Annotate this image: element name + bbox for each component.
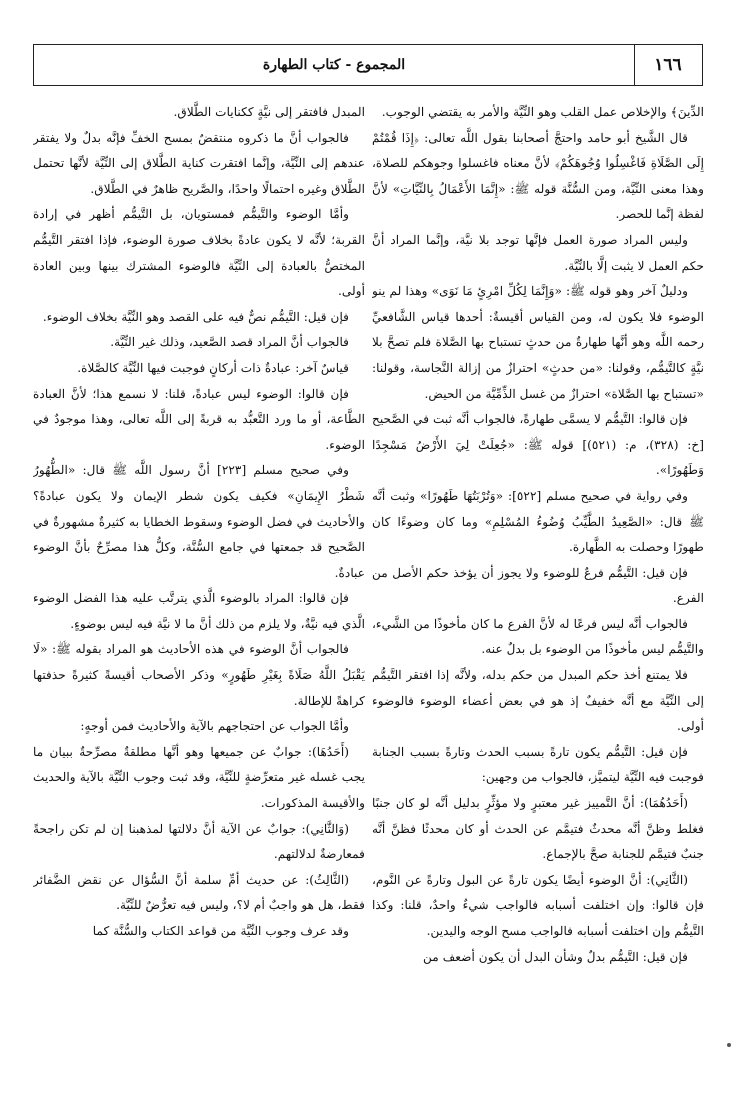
paragraph: فالجواب أنَّ المراد قصد الصَّعيد، وذلك غير النِّيَّة. [110,335,349,350]
paragraph: (وَالثَّانِي): جوابٌ عن الآية أنَّ دلالتها لمذهبنا إن لم تكن راجحةً فمعارضةٌ لدلالتهم. [33,821,365,862]
paragraph: فإن قيل: التَّيمُّم فرعٌ للوضوء ولا يجوز أن يؤخذ حكم الأصل من الفرع. [372,565,704,606]
paragraph: فإن قالوا: الوضوء ليس عبادةً، قلنا: لا نسمع هذا؛ لأنَّ العبادة الطَّاعة، أو ما ورد التَّعبُّد به قربةً إلى اللَّه تعالى، وهذا موجودٌ في الوضوء. [33,386,365,452]
page-header [33,44,703,86]
paragraph: وفي رواية في صحيح مسلم [٥٢٢]: «وَتُرْبَتُهَا طَهُورًا» وثبت أنَّه ﷺ قال: «الصَّعِيدُ الطَّيِّبُ وُضُوءُ المُسْلِمِ» وما كان وضوءًا كان طهورًا وحصلت به الطَّهارة. [372,488,704,555]
paragraph: وأمَّا الوضوء والتَّيمُّم فمستويان، بل التَّيمُّم أظهر في إرادة القربة؛ لأنَّه لا يكون عادةً بخلاف صورة الوضوء، فإذا افتقر التَّيمُّم المختصُّ بالعبادة إلى النِّيَّة فالوضوء المشترك بينها وبين العادة أولى. [33,207,365,299]
paragraph: فإن قيل: التَّيمُّم نصٌّ فيه على القصد وهو النِّيَّة بخلاف الوضوء. [42,309,349,324]
paragraph: ودليلٌ آخر وهو قوله ﷺ: «وَإِنَّمَا لِكُلِّ امْرِئٍ مَا نَوَى» وهذا لم ينو الوضوء فلا يكون له، ومن القياس أقيسةٌ: أحدها قياس الشَّافعيِّ رحمه اللَّه وهو أنَّها طهارةٌ من حدثٍ تستباح بها الصَّلاة فلم تصحَّ بلا نيَّةٍ كالتَّيمُّم، وقولنا: «من حدثٍ» احترازٌ من إزالة النَّجاسة، وقولنا: «تستباح بها الصَّلاة» احترازٌ من غسل الذِّمِّيَّة من الحيض. [372,284,704,401]
paragraph: قياسٌ آخر: عبادةٌ ذات أركانٍ فوجبت فيها النِّيَّة كالصَّلاة. [77,360,349,375]
paragraph: (أَحَدُهُمَا): أنَّ التَّمييز غير معتبرٍ ولا مؤثِّرٍ بدليل أنَّه لو كان جنبًا فغلط وظنَّ أنَّه محدثٌ فتيمَّم عن الحدث أو كان محدثًا فظنَّ أنَّه جنبٌ فتيمَّم للجنابة صحَّ بالإجماع. [372,796,704,862]
paragraph: فإن قالوا: المراد بالوضوء الَّذي يترتَّب عليه هذا الفضل الوضوء الَّذي فيه نيَّةٌ، ولا يلزم من ذلك أنَّ ما لا نيَّة فيه ليس بوضوءٍ. [33,591,365,631]
paragraph: فإن قالوا: التَّيمُّم لا يسمَّى طهارةً، فالجواب أنَّه ثبت في الصَّحيح [خ: (٣٢٨)، م: (٥٢١)] قوله ﷺ: «جُعِلَتْ لِيَ الأَرْضُ مَسْجِدًا وَطَهُورًا». [372,412,704,478]
stray-dot [727,1043,731,1047]
paragraph: فإن قيل: التَّيمُّم يكون تارةً بسبب الحدث وتارةً بسبب الجنابة فوجبت فيه النِّيَّة ليتميَّز، فالجواب من وجهين: [372,744,704,785]
paragraph: المبدل فافتقر إلى نيَّةٍ ككنايات الطَّلاق. [173,105,365,119]
page-number: ١٦٦ [654,55,682,75]
paragraph: فالجواب أنَّه ليس فرعًا له لأنَّ الفرع ما كان مأخوذًا من الشَّيء، والتَّيمُّم ليس مأخوذًا من الوضوء بل بدلٌ عنه. [372,616,704,657]
paragraph: (الثَّالِثُ): عن حديث أمِّ سلمة أنَّ السُّؤال عن نقض الضَّفائر فقط، هل هو واجبٌ أم لا؟، وليس فيه تعرُّضٌ للنِّيَّة. [33,872,365,913]
paragraph: وقد عرف وجوب النِّيَّة من قواعد الكتاب والسُّنَّة كما [92,924,349,938]
paragraph: (أَحَدُهَا): جوابٌ عن جميعها وهو أنَّها مطلقةٌ مصرِّحةٌ ببيان ما يجب غسله غير متعرِّضةٍ للنِّيَّة، وقد ثبت وجوب النِّيَّة بالآية والحديث والأقيسة المذكورات. [33,744,365,811]
paragraph: فإن قيل: التَّيمُّم بدلٌ وشأن البدل أن يكون أضعف من [423,949,688,964]
running-title: المجموع - كتاب الطهارة [262,57,406,73]
paragraph: الدِّينَ﴾ والإخلاص عمل القلب وهو النِّيَّة والأمر به يقتضي الوجوب. [381,105,704,119]
paragraph: وأمَّا الجواب عن احتجاجهم بالآية والأحاديث فمن أوجهٍ: [80,719,349,734]
paragraph: فالجواب أنَّ ما ذكروه منتقضٌ بمسح الخفِّ فإنَّه بدلٌ ولا يفتقر عندهم إلى النِّيَّة، وإنَّما افتقرت كناية الطَّلاق إلى النِّيَّة لأنَّها تحتمل الطَّلاق وغيره احتمالًا واحدًا، والصَّريح ظاهرٌ في الطَّلاق. [33,130,365,196]
left-column [33,100,365,1100]
right-column [372,100,704,1100]
paragraph: فلا يمتنع أخذ حكم المبدل من حكم بدله، ولأنَّه إذا افتقر التَّيمُّم إلى النِّيَّة مع أنَّه خفيفٌ إذ هو في بعض أعضاء الوضوء فالوضوء أولى. [372,668,704,734]
paragraph: فالجواب أنَّ الوضوء في هذه الأحاديث هو المراد بقوله ﷺ: «لَا يَقْبَلُ اللَّهُ صَلَاةً بِغَيْرِ طَهُورٍ» وذكر الأصحاب أقيسةً كثيرةً حذفتها كراهةً للإطالة. [33,642,365,708]
paragraph: قال الشَّيخ أبو حامد واحتجَّ أصحابنا بقول اللَّه تعالى: ﴿إِذَا قُمْتُمْ إِلَى الصَّلَاةِ فَاغْسِلُوا وُجُوهَكُمْ﴾ لأنَّ معناه فاغسلوا وجوهكم للصلاة، وهذا معنى النِّيَّة، ومن السُّنَّة قوله ﷺ: «إِنَّمَا الأَعْمَالُ بِالنِّيَّاتِ» لأنَّ لفظة إنَّما للحصر. [372,130,704,222]
paragraph: وليس المراد صورة العمل فإنَّها توجد بلا نيَّة، وإنَّما المراد أنَّ حكم العمل لا يثبت إلَّا بالنِّيَّة. [372,232,704,273]
paragraph: وفي صحيح مسلم [٢٢٣] أنَّ رسول اللَّه ﷺ قال: «الطُّهُورُ شَطْرُ الإِيمَانِ» فكيف يكون شطر الإيمان ولا يكون عبادةً؟ والأحاديث في فضل الوضوء وسقوط الخطايا به كثيرةٌ مشهورةٌ في الصَّحيح قد جمعتها في جامع السُّنَّة، وكلُّ هذا مصرِّحٌ بأنَّ الوضوء عبادةٌ. [33,463,365,580]
paragraph: (الثَّانِي): أنَّ الوضوء أيضًا يكون تارةً عن البول وتارةً عن النَّوم، فإن قالوا: وإن اختلفت أسبابه فالواجب شيءٌ واحدٌ، قلنا: وكذا التَّيمُّم وإن اختلفت أسبابه فالواجب مسح الوجه واليدين. [372,872,704,938]
